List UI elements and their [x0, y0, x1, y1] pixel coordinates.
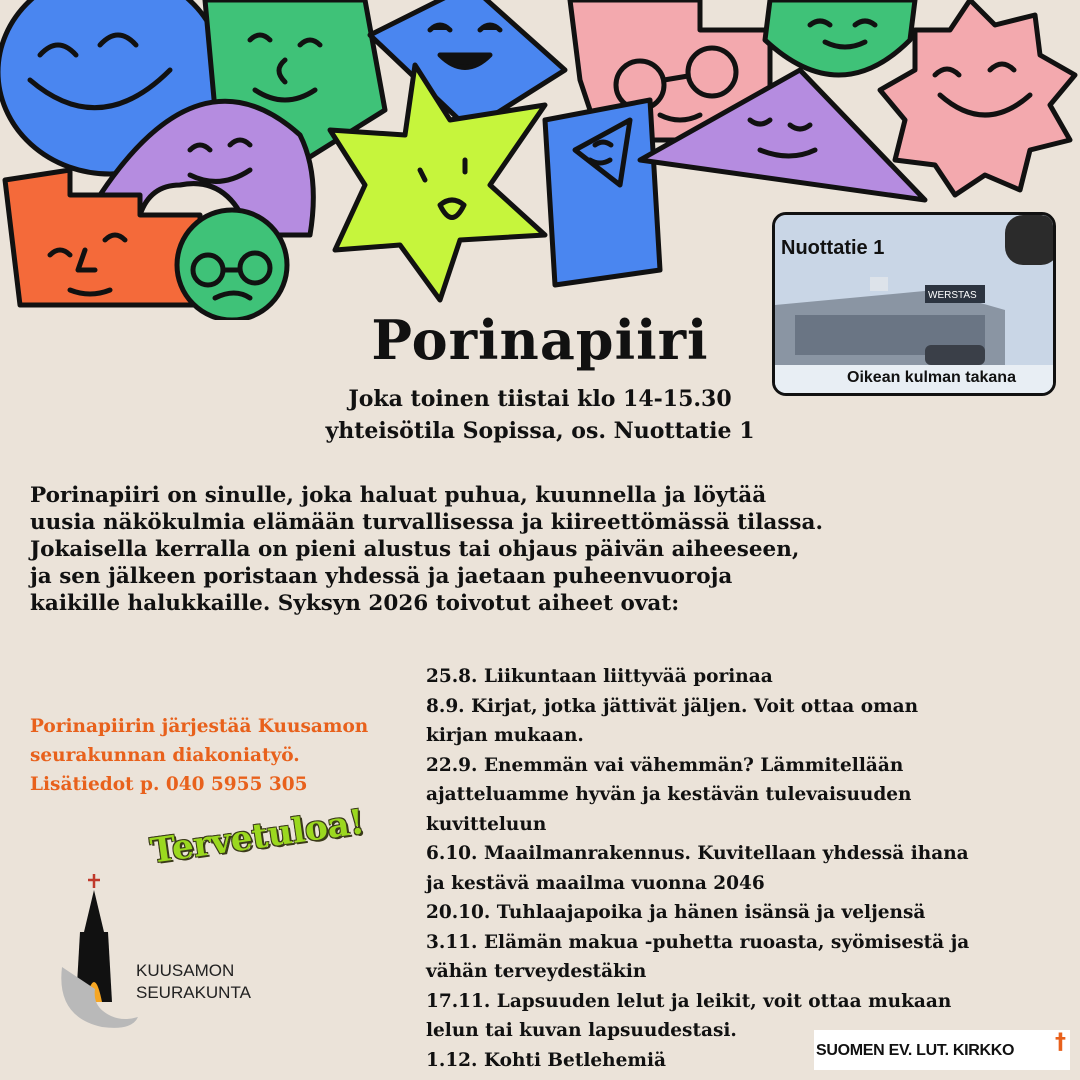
- topic-line: vähän terveydestäkin: [426, 961, 647, 982]
- intro-line: Porinapiiri on sinulle, joka haluat puhua, kuunnella ja löytää: [30, 483, 767, 508]
- church-logo-icon: [58, 872, 138, 1042]
- topic-line: lelun tai kuvan lapsuudestasi.: [426, 1020, 737, 1041]
- topic-line: 1.12. Kohti Betlehemiä: [426, 1049, 666, 1071]
- location-line: yhteisötila Sopissa, os. Nuottatie 1: [325, 418, 755, 444]
- topic-line: 20.10. Tuhlaajapoika ja hänen isänsä ja veljensä: [426, 902, 926, 923]
- intro-line: uusia näkökulmia elämään turvallisessa ja kiireettömässä tilassa.: [30, 510, 823, 535]
- church-badge: [814, 1030, 1070, 1070]
- topic-line: 22.9. Enemmän vai vähemmän? Lämmitellään: [426, 754, 904, 776]
- parish-line-2: SEURAKUNTA: [136, 983, 251, 1002]
- schedule-line: Joka toinen tiistai klo 14-15.30: [348, 386, 732, 412]
- organizer-line: Lisätiedot p. 040 5955 305: [30, 774, 308, 795]
- organizer-line: Porinapiirin järjestää Kuusamon: [30, 716, 369, 737]
- topic-line: 17.11. Lapsuuden lelut ja leikit, voit ottaa mukaan: [426, 990, 952, 1012]
- intro-line: Jokaisella kerralla on pieni alustus tai ohjaus päivän aiheeseen,: [30, 537, 800, 562]
- topic-line: 3.11. Elämän makua -puhetta ruoasta, syömisestä ja: [426, 931, 970, 953]
- sign-text: WERSTAS: [928, 290, 977, 301]
- parish-line-1: KUUSAMON: [136, 961, 235, 980]
- poster-title: Porinapiiri: [371, 308, 709, 372]
- green-bowl-shape: [765, 0, 915, 75]
- topic-line: ajatteluamme hyvän ja kestävän tulevaisuuden: [426, 784, 912, 805]
- topic-line: 25.8. Liikuntaan liittyvää porinaa: [426, 666, 773, 687]
- topic-line: 6.10. Maailmanrakennus. Kuvitellaan yhdessä ihana: [426, 843, 969, 864]
- topic-line: 8.9. Kirjat, jotka jättivät jäljen. Voit ottaa oman: [426, 695, 919, 717]
- organizer-info: [30, 712, 430, 799]
- topics-list: [426, 662, 1076, 1075]
- topic-line: ja kestävä maailma vuonna 2046: [426, 872, 765, 894]
- organizer-line: seurakunnan diakoniatyö.: [30, 745, 300, 766]
- photo-caption-bottom: Oikean kulman takana: [847, 369, 1016, 386]
- intro-line: kaikille halukkaille. Syksyn 2026 toivotut aiheet ovat:: [30, 591, 680, 616]
- topic-line: kuvitteluun: [426, 813, 547, 835]
- blue-square-shape: [545, 100, 660, 285]
- church-name: SUOMEN EV. LUT. KIRKKO: [816, 1042, 1015, 1059]
- parish-name: [136, 960, 251, 1004]
- welcome-text: Tervetuloa!: [148, 802, 367, 872]
- photo-caption-top: Nuottatie 1: [781, 237, 885, 259]
- topic-line: kirjan mukaan.: [426, 725, 584, 746]
- intro-line: ja sen jälkeen poristaan yhdessä ja jaetaan puheenvuoroja: [30, 564, 733, 589]
- intro-paragraph: [30, 482, 1060, 617]
- cross-icon: †: [1055, 1030, 1066, 1055]
